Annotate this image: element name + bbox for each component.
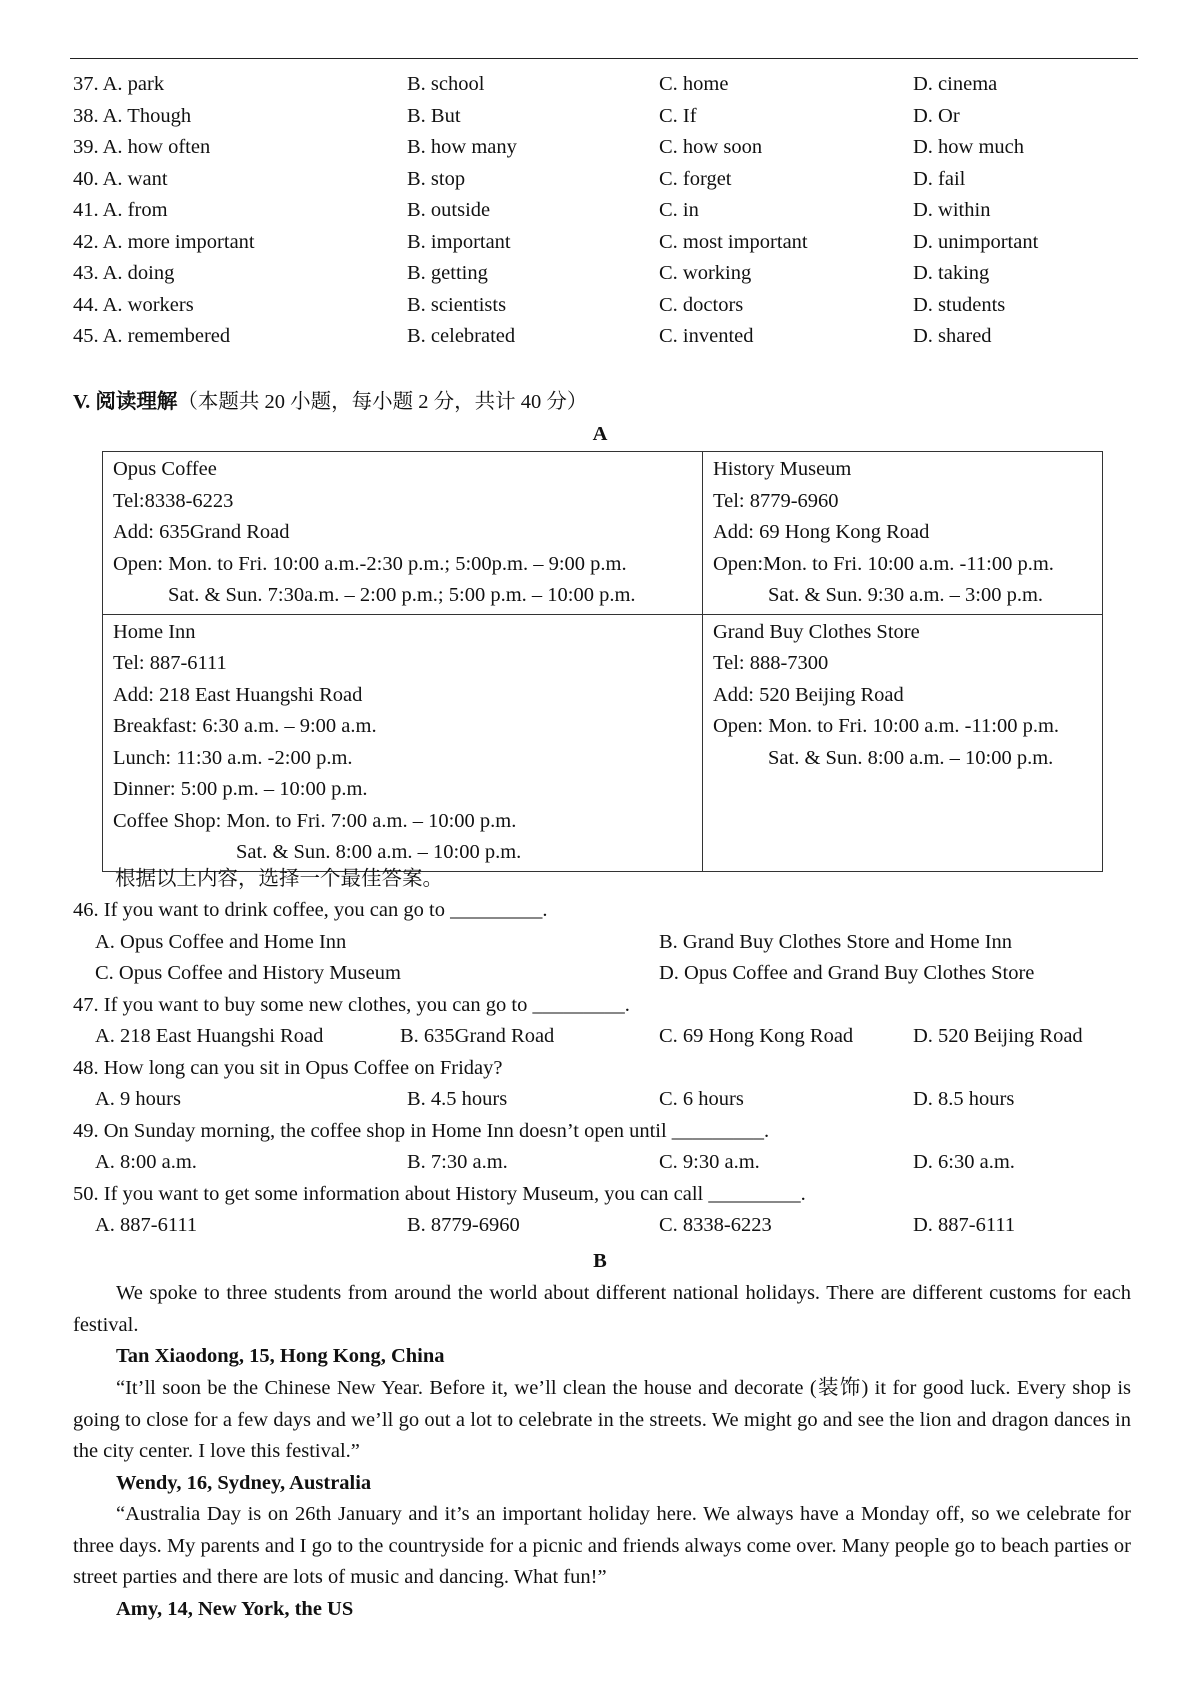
option-row-40 [73, 164, 1133, 196]
option-d: D. unimportant [913, 230, 1039, 253]
quote-tan-xiaodong: “It’ll soon be the Chinese New Year. Before it, we’ll clean the house and decorate (装饰) it for good luck. Every shop is going to close for a few days and we’ll go out a lot to celebrate in the streets. We might go and see the lion and dragon dances in the city center. I love this festival.” [73, 1377, 1131, 1462]
inn-coffee-weekend: Sat. & Sun. 8:00 a.m. – 10:00 p.m. [236, 841, 522, 863]
question-stem: 47. If you want to buy some new clothes, you can go to _________. [73, 993, 630, 1016]
option-b: B. scientists [407, 293, 507, 316]
section-heading [73, 387, 587, 418]
question-stem: 46. If you want to drink coffee, you can go to _________. [73, 899, 548, 921]
question-stem: 49. On Sunday morning, the coffee shop in Home Inn doesn’t open until _________. [73, 1119, 770, 1142]
option-row-45 [73, 321, 1133, 353]
option-c: C. 8338-6223 [659, 1214, 772, 1236]
option-c: C. how soon [659, 136, 763, 158]
info-table [102, 451, 1103, 872]
option-c: C. forget [659, 167, 732, 190]
option-row-44 [73, 290, 1133, 322]
question-46-options-cd [73, 958, 1133, 990]
cloze-options [73, 69, 1133, 353]
opus-open-weekdays: Open: Mon. to Fri. 10:00 a.m.-2:30 p.m.; 5:00p.m. – 9:00 p.m. [113, 552, 627, 575]
question-46-options-ab [73, 927, 1133, 959]
option-b: B. celebrated [407, 325, 516, 347]
option-row-39 [73, 132, 1133, 164]
question-50 [73, 1179, 1133, 1211]
questions [73, 895, 1133, 1242]
option-d: D. how much [913, 136, 1025, 158]
opus-open-weekend: Sat. & Sun. 7:30a.m. – 2:00 p.m.; 5:00 p.m. – 10:00 p.m. [168, 584, 636, 606]
opus-address: Add: 635Grand Road [113, 521, 290, 543]
inn-lunch: Lunch: 11:30 a.m. -2:00 p.m. [113, 746, 353, 769]
opus-tel: Tel:8338-6223 [113, 489, 234, 512]
option-row-42 [73, 227, 1133, 259]
question-49 [73, 1116, 1133, 1148]
option-c: C. 6 hours [659, 1088, 744, 1110]
store-name: Grand Buy Clothes Store [713, 620, 920, 643]
option-d: D. taking [913, 262, 990, 284]
option-d: D. students [913, 293, 1006, 316]
option-c: C. 9:30 a.m. [659, 1151, 760, 1173]
option-b: B. important [407, 230, 511, 253]
option-c: C. invented [659, 325, 754, 347]
option-c: C. Opus Coffee and History Museum [95, 962, 401, 984]
inn-tel: Tel: 887-6111 [113, 652, 227, 674]
speaker-wendy: Wendy, 16, Sydney, Australia [116, 1472, 372, 1494]
passage-a-label: A [592, 423, 608, 445]
option-d: D. cinema [913, 73, 998, 95]
option-c: C. If [659, 104, 697, 127]
clothes-store-cell [703, 614, 1103, 871]
option-a: A. 887-6111 [95, 1214, 198, 1236]
header-rule [70, 58, 1138, 59]
option-d: D. 6:30 a.m. [913, 1151, 1015, 1173]
option-b: B. Grand Buy Clothes Store and Home Inn [659, 930, 1013, 953]
passage-b-label: B [593, 1250, 607, 1272]
option-row-43 [73, 258, 1133, 290]
passage-b-intro: We spoke to three students from around the world about different national holidays. There are different customs for each festival. [73, 1282, 1131, 1336]
museum-name: History Museum [713, 458, 852, 480]
option-d: D. Opus Coffee and Grand Buy Clothes Store [659, 962, 1035, 984]
question-stem: 50. If you want to get some information about History Museum, you can call _________. [73, 1182, 806, 1205]
option-b: B. 8779-6960 [407, 1214, 520, 1236]
question-50-options [73, 1210, 1133, 1242]
question-48 [73, 1053, 1133, 1085]
opus-name: Opus Coffee [113, 458, 217, 480]
option-a: 41. A. from [73, 199, 168, 221]
option-b: B. how many [407, 136, 517, 158]
option-a: A. 218 East Huangshi Road [95, 1025, 324, 1047]
option-a: 37. A. park [73, 73, 165, 95]
option-b: B. 635Grand Road [400, 1025, 555, 1047]
option-a: 39. A. how often [73, 136, 211, 158]
option-d: D. 520 Beijing Road [913, 1025, 1083, 1047]
question-47 [73, 990, 1133, 1022]
speaker-tan-xiaodong: Tan Xiaodong, 15, Hong Kong, China [116, 1345, 445, 1367]
option-b: B. But [407, 104, 461, 127]
option-d: D. fail [913, 167, 966, 190]
option-a: 45. A. remembered [73, 325, 231, 347]
question-48-options [73, 1084, 1133, 1116]
inn-coffee-weekdays: Coffee Shop: Mon. to Fri. 7:00 a.m. – 10:00 p.m. [113, 809, 517, 832]
question-47-options [73, 1021, 1133, 1053]
option-b: B. getting [407, 262, 488, 284]
option-a: A. 9 hours [95, 1088, 181, 1110]
option-b: B. 4.5 hours [407, 1088, 508, 1110]
quote-wendy: “Australia Day is on 26th January and it’s an important holiday here. We always have a Monday off, so we celebrate for three days. My parents and I go to the countryside for a picnic and friends always come over. Many people go to beach parties or street parties and there are lots of music and dancing. What fun!” [73, 1503, 1131, 1588]
inn-name: Home Inn [113, 620, 196, 643]
museum-tel: Tel: 8779-6960 [713, 489, 839, 512]
option-d: D. shared [913, 325, 992, 347]
history-museum-cell [703, 452, 1103, 615]
store-tel: Tel: 888-7300 [713, 652, 829, 674]
section-note: （本题共 20 小题，每小题 2 分，共计 40 分） [177, 391, 588, 413]
option-a: 38. A. Though [73, 104, 192, 127]
option-d: D. 887-6111 [913, 1214, 1016, 1236]
option-c: C. 69 Hong Kong Road [659, 1025, 854, 1047]
option-b: B. outside [407, 199, 491, 221]
option-d: D. within [913, 199, 991, 221]
option-b: B. 7:30 a.m. [407, 1151, 508, 1173]
store-open-weekdays: Open: Mon. to Fri. 10:00 a.m. -11:00 p.m. [713, 715, 1060, 737]
option-a: 44. A. workers [73, 293, 194, 316]
option-row-37 [73, 69, 1133, 101]
inn-dinner: Dinner: 5:00 p.m. – 10:00 p.m. [113, 778, 368, 800]
option-b: B. stop [407, 167, 466, 190]
store-address: Add: 520 Beijing Road [713, 683, 904, 706]
option-c: C. most important [659, 230, 808, 253]
option-c: C. home [659, 73, 729, 95]
store-open-weekend: Sat. & Sun. 8:00 a.m. – 10:00 p.m. [768, 746, 1054, 769]
option-d: D. 8.5 hours [913, 1088, 1015, 1110]
option-a: A. Opus Coffee and Home Inn [95, 930, 347, 953]
question-46 [73, 895, 1133, 927]
option-c: C. working [659, 262, 752, 284]
section-title: V. 阅读理解 [73, 391, 178, 413]
option-a: 42. A. more important [73, 230, 255, 253]
option-c: C. in [659, 199, 699, 221]
option-d: D. Or [913, 104, 960, 127]
option-a: A. 8:00 a.m. [95, 1151, 197, 1173]
museum-open-weekdays: Open:Mon. to Fri. 10:00 a.m. -11:00 p.m. [713, 552, 1054, 575]
inn-address: Add: 218 East Huangshi Road [113, 683, 363, 706]
question-49-options [73, 1147, 1133, 1179]
question-stem: 48. How long can you sit in Opus Coffee on Friday? [73, 1056, 503, 1079]
option-c: C. doctors [659, 293, 744, 316]
speaker-amy: Amy, 14, New York, the US [116, 1598, 354, 1620]
instruction-text: 根据以上内容，选择一个最佳答案。 [115, 868, 443, 890]
opus-coffee-cell [103, 452, 703, 615]
option-b: B. school [407, 73, 485, 95]
museum-open-weekend: Sat. & Sun. 9:30 a.m. – 3:00 p.m. [768, 584, 1044, 606]
option-a: 40. A. want [73, 167, 168, 190]
museum-address: Add: 69 Hong Kong Road [713, 521, 930, 543]
option-a: 43. A. doing [73, 262, 175, 284]
inn-breakfast: Breakfast: 6:30 a.m. – 9:00 a.m. [113, 715, 377, 737]
home-inn-cell [103, 614, 703, 871]
option-row-41 [73, 195, 1133, 227]
option-row-38 [73, 101, 1133, 133]
